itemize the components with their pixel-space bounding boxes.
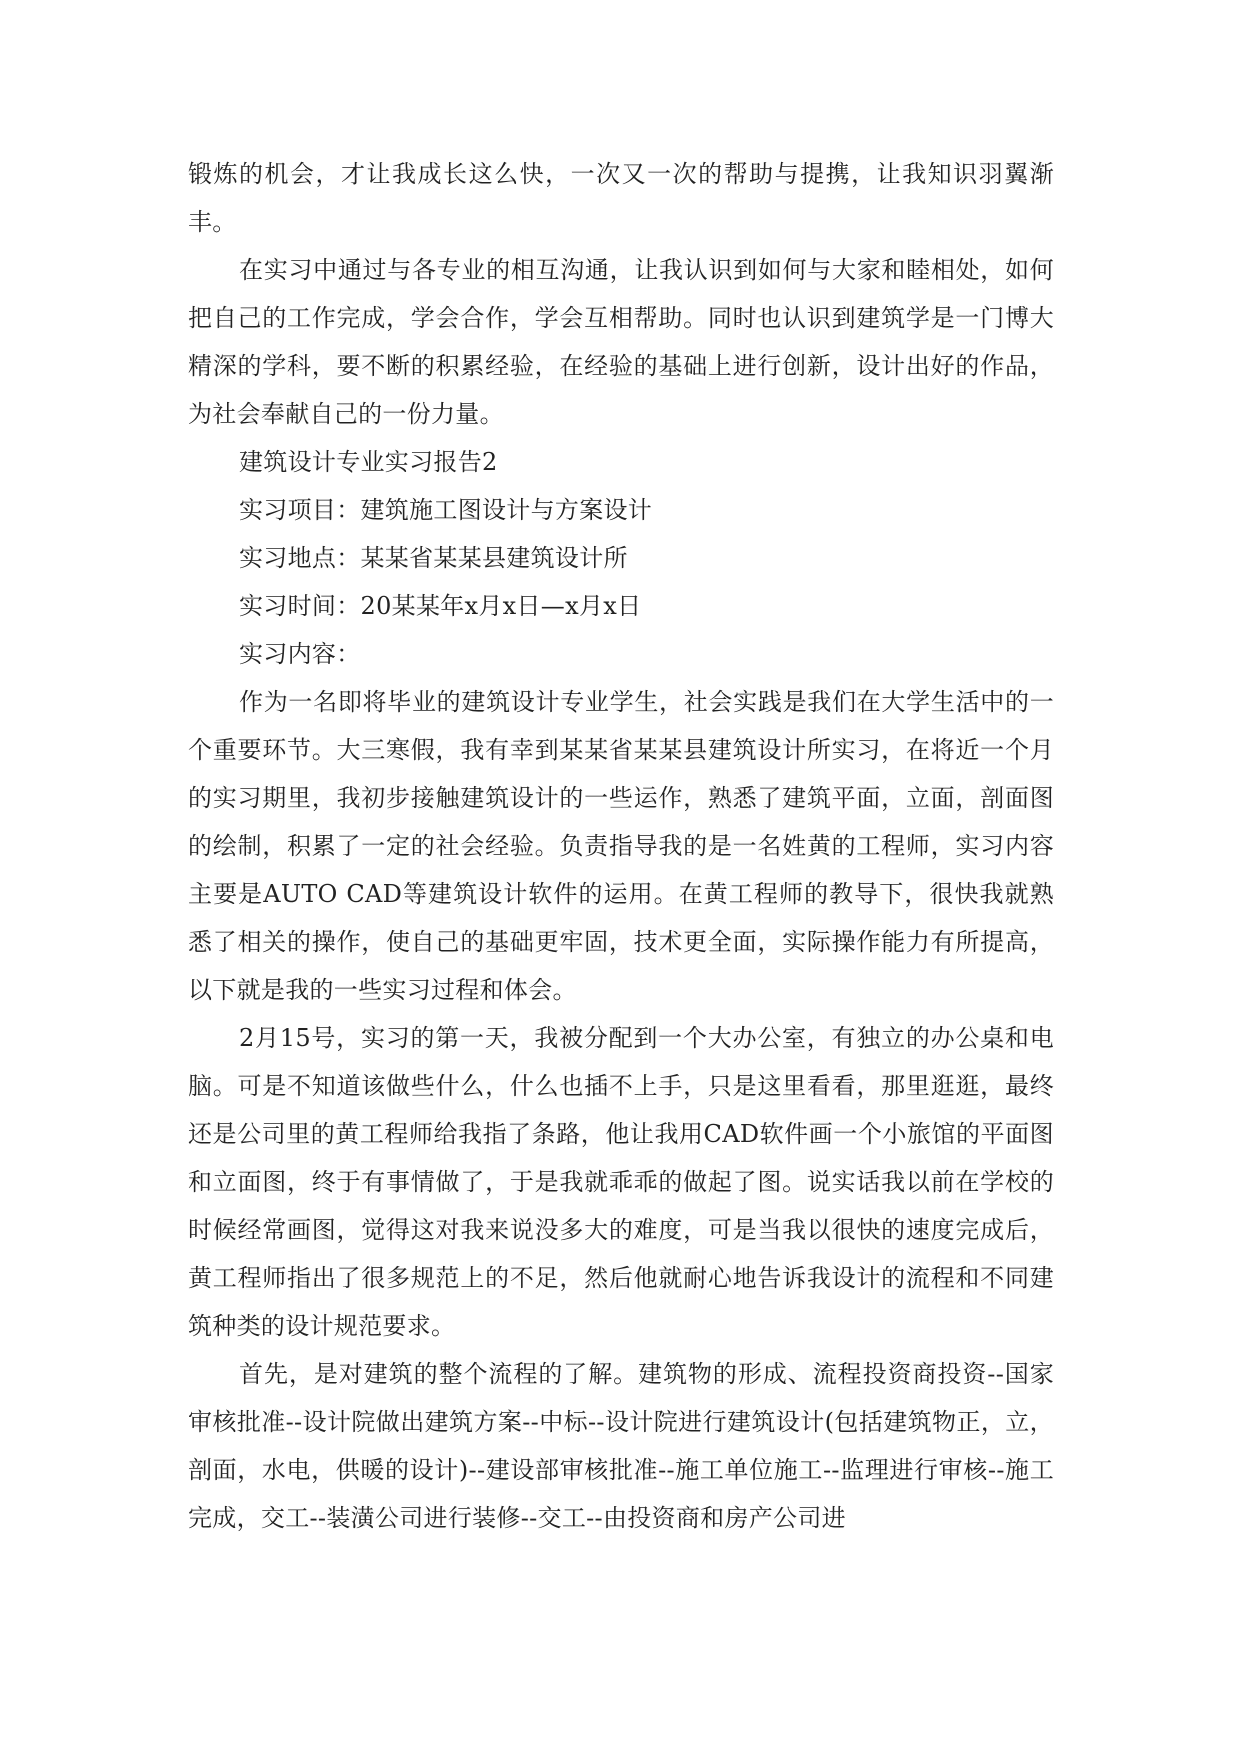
document-body	[188, 150, 1054, 1542]
paragraph-introduction: 作为一名即将毕业的建筑设计专业学生，社会实践是我们在大学生活中的一个重要环节。大三寒假，我有幸到某某省某某县建筑设计所实习，在将近一个月的实习期里，我初步接触建筑设计的一些运作，熟悉了建筑平面，立面，剖面图的绘制，积累了一定的社会经验。负责指导我的是一名姓黄的工程师，实习内容主要是AUTO CAD等建筑设计软件的运用。在黄工程师的教导下，很快我就熟悉了相关的操作，使自己的基础更牢固，技术更全面，实际操作能力有所提高，以下就是我的一些实习过程和体会。	[188, 688, 1054, 1004]
paragraph-teamwork: 在实习中通过与各专业的相互沟通，让我认识到如何与大家和睦相处，如何把自己的工作完成，学会合作，学会互相帮助。同时也认识到建筑学是一门博大精深的学科，要不断的积累经验，在经验的基础上进行创新，设计出好的作品，为社会奉献自己的一份力量。	[188, 256, 1054, 428]
report-heading: 建筑设计专业实习报告2	[239, 448, 498, 476]
paragraph-continuation: 锻炼的机会，才让我成长这么快，一次又一次的帮助与提携，让我知识羽翼渐丰。	[188, 160, 1054, 236]
paragraph-process: 首先，是对建筑的整个流程的了解。建筑物的形成、流程投资商投资--国家审核批准--设计院做出建筑方案--中标--设计院进行建筑设计(包括建筑物正，立，剖面，水电，供暖的设计)--建设部审核批准--施工单位施工--监理进行审核--施工完成，交工--装潢公司进行装修--交工--由投资商和房产公司进	[188, 1360, 1054, 1532]
paragraph-first-day: 2月15号，实习的第一天，我被分配到一个大办公室，有独立的办公桌和电脑。可是不知道该做些什么，什么也插不上手，只是这里看看，那里逛逛，最终还是公司里的黄工程师给我指了条路，他让我用CAD软件画一个小旅馆的平面图和立面图，终于有事情做了，于是我就乖乖的做起了图。说实话我以前在学校的时候经常画图，觉得这对我来说没多大的难度，可是当我以很快的速度完成后，黄工程师指出了很多规范上的不足，然后他就耐心地告诉我设计的流程和不同建筑种类的设计规范要求。	[188, 1024, 1054, 1340]
internship-project: 实习项目：建筑施工图设计与方案设计	[239, 496, 653, 524]
internship-location: 实习地点：某某省某某县建筑设计所	[239, 544, 628, 572]
internship-content-label: 实习内容：	[239, 640, 361, 668]
internship-time: 实习时间：20某某年x月x日—x月x日	[239, 592, 642, 620]
